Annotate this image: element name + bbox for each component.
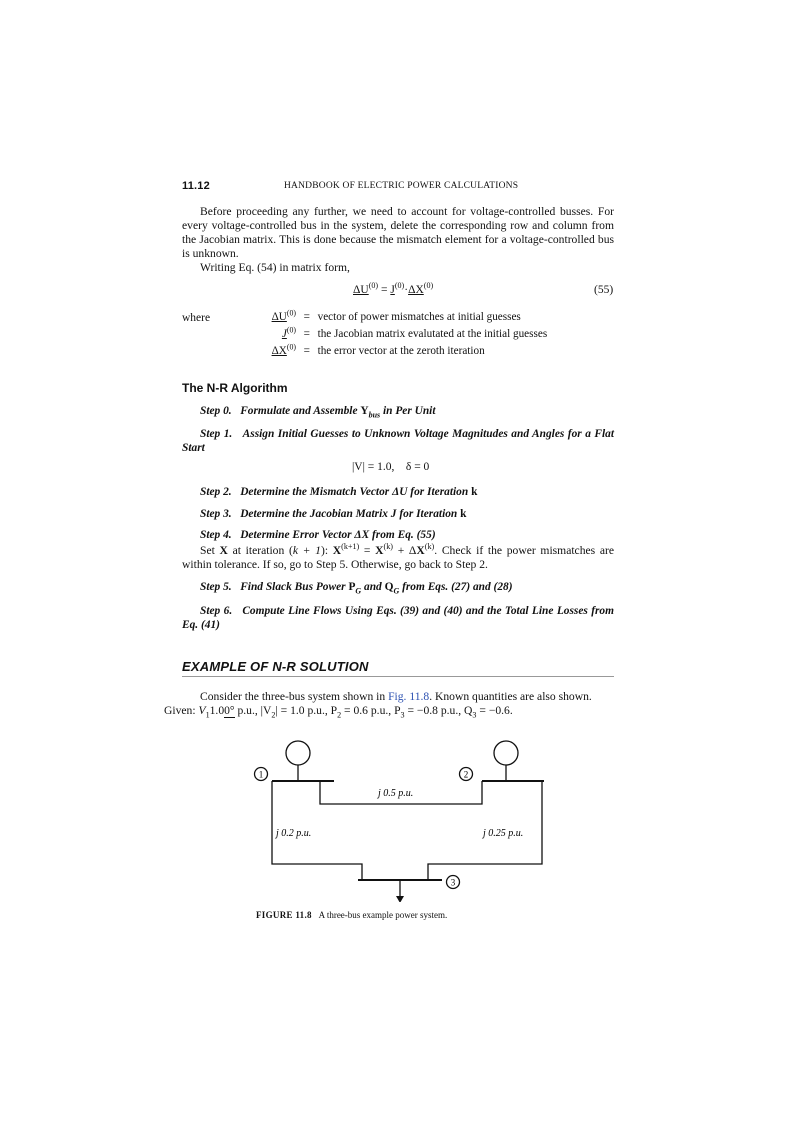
section-rule	[182, 676, 614, 677]
load-arrow-icon	[396, 896, 404, 902]
definition-row	[256, 308, 521, 323]
where-label: where	[182, 312, 211, 324]
line-1-2-impedance: j 0.5 p.u.	[378, 788, 414, 799]
step-text: from Eqs. (27) and (28)	[399, 581, 513, 593]
def-text: vector of power mismatches at initial guesses	[317, 311, 521, 323]
body-text: . Check if the power mismatches are within tolerance. If so, go to Step 5. Otherwise, go back to Step 2.	[182, 544, 615, 571]
step-text: Determine Error Vector ΔX from Eq. (55)	[240, 529, 436, 541]
step-text: and	[361, 581, 385, 593]
sub-g: G	[355, 586, 362, 596]
eq-dot: ·	[404, 284, 409, 296]
bus-2-label: 2	[463, 769, 469, 780]
bus-3-label: 3	[450, 877, 456, 888]
step-text: Assign Initial Guesses to Unknown Voltage Magnitudes and Angles for a Flat Start	[182, 428, 614, 454]
generator-1-icon	[286, 741, 310, 765]
equation-55	[353, 281, 434, 296]
sup-k: (k)	[383, 542, 393, 552]
line-1-3-impedance: j 0.2 p.u.	[276, 828, 312, 839]
ybus-sub: bus	[368, 410, 381, 420]
step-text: in Per Unit	[380, 405, 436, 417]
eq-equals: =	[380, 284, 388, 296]
step-label: Step 0.	[200, 405, 232, 417]
body-text: + Δ	[393, 544, 417, 557]
body-text: ):	[320, 544, 333, 557]
x-symbol: X	[332, 544, 342, 557]
def-text: the Jacobian matrix evalutated at the initial guesses	[317, 328, 548, 340]
def-symbol: ΔU	[271, 311, 287, 323]
definition-row	[256, 325, 548, 340]
body-text: p.u., |V	[234, 704, 272, 717]
x-symbol: X	[416, 544, 425, 557]
running-title: HANDBOOK OF ELECTRIC POWER CALCULATIONS	[284, 181, 519, 191]
step-text: Formulate and Assemble	[240, 405, 361, 417]
x-symbol: X	[219, 544, 228, 557]
body-text: at iteration (	[227, 544, 293, 557]
step-text: Find Slack Bus Power	[240, 581, 349, 593]
eq-sup: (0)	[394, 281, 405, 291]
figure-caption	[256, 910, 447, 920]
definition-row	[256, 342, 485, 357]
caption-text: A three-bus example power system.	[318, 910, 448, 920]
step-1	[182, 427, 614, 455]
def-sup: (0)	[286, 308, 296, 318]
step-0	[182, 404, 614, 418]
step-k: k	[471, 486, 478, 498]
step-text: Compute Line Flows Using Eqs. (39) and (40) and the Total Line Losses from Eq. (41)	[182, 605, 614, 631]
eq-jacobian: J	[390, 284, 395, 296]
body-text: =	[359, 544, 376, 557]
eq-sup: (0)	[423, 281, 434, 291]
page-number: 11.12	[182, 180, 210, 192]
equation-number: (55)	[594, 284, 614, 296]
k-plus-1: k + 1	[292, 544, 321, 557]
eq-delta-x: ΔX	[408, 284, 424, 296]
figure-link[interactable]: Fig. 11.8	[388, 690, 430, 703]
def-symbol: J	[281, 328, 287, 340]
body-text: Given:	[164, 704, 196, 717]
step-4	[182, 528, 614, 542]
section-title: EXAMPLE OF N-R SOLUTION	[182, 659, 369, 674]
caption-label: FIGURE 11.8	[256, 910, 312, 920]
def-equals: =	[303, 328, 310, 340]
body-text: Set	[200, 544, 220, 557]
def-sup: (0)	[286, 325, 296, 335]
x-symbol: X	[375, 544, 384, 557]
body-text: = −0.8 p.u., Q	[404, 704, 473, 717]
sub-g: G	[393, 586, 400, 596]
algorithm-heading: The N-R Algorithm	[182, 381, 288, 395]
bus-1-label: 1	[258, 769, 264, 780]
step-label: Step 3.	[200, 508, 232, 520]
step-label: Step 6.	[200, 605, 233, 617]
eq-sup: (0)	[368, 281, 379, 291]
step-label: Step 1.	[200, 428, 233, 440]
example-paragraph: Consider the three-bus system shown in Fig. 11.8. Known quantities are also shown. Given: $V_11.00^\circ$ p.u., $|V_2| = 1.0$ p.u., $P_2 = 0.6$ p.u., $P_3 = -0.8$ p.u., $Q_3 = -0.6$.	[164, 690, 592, 720]
sup-k1: (k+1)	[341, 542, 360, 552]
line-2-3-impedance: j 0.25 p.u.	[483, 828, 524, 839]
body-text: | = 1.0 p.u., P	[275, 704, 338, 717]
v1-value: 1.0	[209, 704, 225, 717]
body-text: . Known quantities are also shown.	[429, 690, 592, 703]
flat-start-delta: δ = 0	[405, 461, 430, 473]
step-label: Step 5.	[200, 581, 232, 593]
step-label: Step 4.	[200, 529, 232, 541]
body-text: Consider the three-bus system shown in	[200, 690, 389, 703]
angle-value: 0°	[224, 704, 235, 717]
running-header	[182, 180, 614, 196]
step-6	[182, 604, 614, 632]
def-equals: =	[303, 345, 310, 357]
ybus-symbol: Y	[360, 405, 369, 417]
body-text: = −0.6.	[476, 704, 513, 717]
flat-start-equation	[352, 461, 429, 473]
p-symbol: P	[348, 581, 356, 593]
step-4-body	[182, 544, 614, 572]
q-symbol: Q	[384, 581, 394, 593]
generator-2-icon	[494, 741, 518, 765]
def-symbol: ΔX	[271, 345, 287, 357]
body-text: = 0.6 p.u., P	[341, 704, 401, 717]
sup-k: (k)	[424, 542, 435, 552]
step-2	[182, 485, 614, 499]
def-equals: =	[303, 311, 310, 323]
def-text: the error vector at the zeroth iteration	[317, 345, 485, 357]
eq-delta-u: ΔU	[353, 284, 369, 296]
step-label: Step 2.	[200, 486, 232, 498]
step-text: Determine the Mismatch Vector ΔU for Iteration	[240, 486, 469, 498]
step-3	[182, 507, 614, 521]
writing-line: Writing Eq. (54) in matrix form,	[200, 261, 350, 274]
three-bus-diagram	[250, 732, 550, 902]
flat-start-v: |V| = 1.0,	[352, 461, 395, 473]
def-sup: (0)	[286, 342, 296, 352]
intro-paragraph: Before proceeding any further, we need to account for voltage-controlled busses. For every voltage-controlled bus in the system, delete the corresponding row and column from the Jacobian matrix. This is done because the mismatch element for a voltage-controlled bus is unknown.	[182, 205, 614, 260]
step-5	[182, 580, 614, 594]
step-text: Determine the Jacobian Matrix J for Iteration	[240, 508, 458, 520]
step-k: k	[460, 508, 467, 520]
